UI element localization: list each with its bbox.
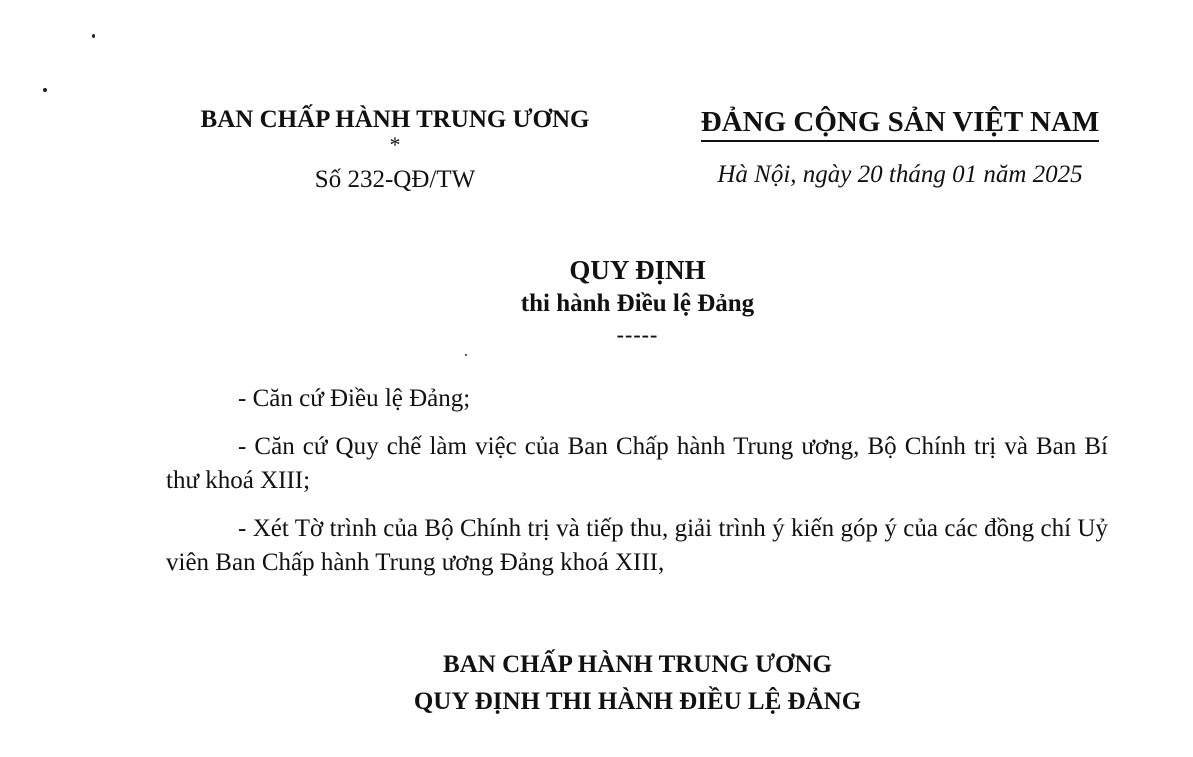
document-number: Số 232-QĐ/TW [314, 166, 476, 193]
enactment-authority: BAN CHẤP HÀNH TRUNG ƯƠNG [443, 651, 832, 678]
place-and-date: Hà Nội, ngày 20 tháng 01 năm 2025 [717, 161, 1083, 188]
preamble-paragraph: - Xét Tờ trình của Bộ Chính trị và tiếp thu, giải trình ý kiến góp ý của các đồng chí Uỷ viên Ban Chấp hành Trung ương Đảng khoá XIII, [166, 515, 1108, 576]
scan-speck [43, 88, 47, 92]
preamble-paragraph: - Căn cứ Quy chế làm việc của Ban Chấp hành Trung ương, Bộ Chính trị và Ban Bí thư khoá XIII; [166, 433, 1108, 494]
preamble-paragraph: - Căn cứ Điều lệ Đảng; [238, 385, 471, 412]
enactment-title: QUY ĐỊNH THI HÀNH ĐIỀU LỆ ĐẢNG [413, 688, 862, 715]
document-subject: thi hành Điều lệ Đảng [520, 290, 755, 317]
scan-speck [465, 354, 467, 356]
party-name: ĐẢNG CỘNG SẢN VIỆT NAM [701, 104, 1100, 142]
issuing-organization: BAN CHẤP HÀNH TRUNG ƯƠNG [200, 106, 590, 133]
document-type: QUY ĐỊNH [569, 255, 706, 285]
star-mark: * [389, 132, 401, 157]
document-title-block [0, 252, 1193, 346]
title-separator: ----- [616, 322, 659, 347]
national-header-block [680, 104, 1120, 192]
preamble [166, 382, 1108, 594]
scan-speck [92, 34, 95, 38]
issuing-authority-block [170, 104, 620, 198]
enactment-heading [0, 646, 1193, 720]
